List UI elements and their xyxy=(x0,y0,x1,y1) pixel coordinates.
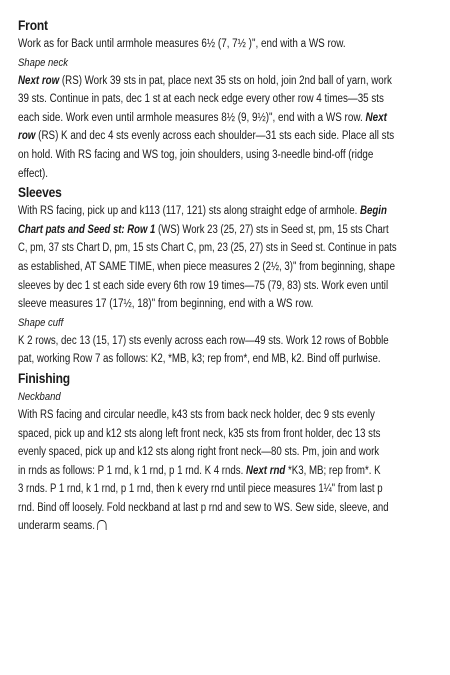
begin-label: Begin xyxy=(359,205,387,218)
front-heading: Front xyxy=(18,17,48,33)
next-label: Next xyxy=(365,111,387,124)
chart-pats-label: Chart pats and Seed st: Row 1 xyxy=(18,223,156,236)
finishing-line-7 xyxy=(18,517,383,536)
front-line-1: Work as for Back until armhole measures 6½ (7, 7½ )", end with a WS row. xyxy=(18,38,346,50)
sleeves-line-4: as established, AT SAME TIME, when piece measures 2 (2½, 3)" from beginning, shape xyxy=(18,260,395,273)
front-line-3: 39 sts. Continue in pats, dec 1 st at each neck edge every other row 4 times—35 sts xyxy=(18,93,384,106)
finishing-line-4 xyxy=(18,462,381,481)
sleeves-line-7: K 2 rows, dec 13 (15, 17) sts evenly across each row—49 sts. Work 12 rows of Bobble xyxy=(18,334,389,347)
finishing-line-3: evenly spaced, pick up and k12 sts along right front neck—80 sts. Pm, join and work xyxy=(18,446,380,459)
finishing-line-5: 3 rnds. P 1 rnd, k 1 rnd, p 1 rnd, then k every rnd until piece measures 1¼" from last p xyxy=(18,483,383,496)
finishing-line-4-text-b: *K3, MB; rep from*. K xyxy=(285,464,381,477)
pattern-page xyxy=(18,16,442,536)
finishing-line-2: spaced, pick up and k12 sts along left front neck, k35 sts from front holder, dec 13 sts xyxy=(18,427,381,440)
front-line-4 xyxy=(18,109,387,128)
sleeves-line-8: pat, working Row 7 as follows: K2, *MB, k3; rep from*, end MB, k2. Bind off purlwise. xyxy=(18,353,381,366)
next-rnd-label: Next rnd xyxy=(246,464,286,477)
front-line-7: effect). xyxy=(18,167,49,180)
shape-neck-subhead: Shape neck xyxy=(18,56,68,69)
finishing-line-6: rnd. Bind off loosely. Fold neckband at last p rnd and sew to WS. Sew side, sleeve, and xyxy=(18,501,389,514)
finishing-line-4-text-a: in rnds as follows: P 1 rnd, k 1 rnd, p 1 rnd. K 4 rnds. xyxy=(18,464,247,477)
sleeves-line-1-text: With RS facing, pick up and k113 (117, 121) sts along straight edge of armhole. xyxy=(18,205,360,218)
row-label: row xyxy=(18,130,36,143)
shape-cuff-subhead: Shape cuff xyxy=(18,316,64,329)
sleeves-line-2-text: (WS) Work 23 (25, 27) sts in Seed st, pm, 15 sts Chart xyxy=(155,223,389,236)
front-line-2 xyxy=(18,72,392,91)
end-of-pattern-icon xyxy=(98,520,107,530)
sleeves-line-5: sleeves by dec 1 st each side every 6th row 19 times—75 (79, 83) sts. Work even until xyxy=(18,279,389,292)
neckband-subhead: Neckband xyxy=(18,390,61,403)
finishing-line-1: With RS facing and circular needle, k43 sts from back neck holder, dec 9 sts evenly xyxy=(18,408,375,421)
front-line-4-text: each side. Work even until armhole measures 8½ (9, 9½)", end with a WS row. xyxy=(18,111,363,124)
front-line-6: on hold. With RS facing and WS tog, join shoulders, using 3-needle bind-off (ridge xyxy=(18,148,374,161)
sleeves-heading: Sleeves xyxy=(18,184,62,201)
front-line-5 xyxy=(18,127,395,146)
sleeves-line-6: sleeve measures 17 (17½, 18)" from beginning, end with a WS row. xyxy=(18,298,314,311)
front-line-5-text: (RS) K and dec 4 sts evenly across each shoulder—31 sts each side. Place all sts xyxy=(35,130,395,143)
sleeves-line-1 xyxy=(18,202,387,221)
sleeves-line-3: C, pm, 37 sts Chart D, pm, 15 sts Chart C, pm, 23 (25, 27) sts in Seed st. Continue in pats xyxy=(18,242,397,255)
front-line-2-text: (RS) Work 39 sts in pat, place next 35 sts on hold, join 2nd ball of yarn, work xyxy=(59,74,392,87)
sleeves-line-2 xyxy=(18,221,389,240)
finishing-heading: Finishing xyxy=(18,369,70,386)
finishing-line-7-text: underarm seams. xyxy=(18,520,95,533)
next-row-label: Next row xyxy=(18,74,60,87)
